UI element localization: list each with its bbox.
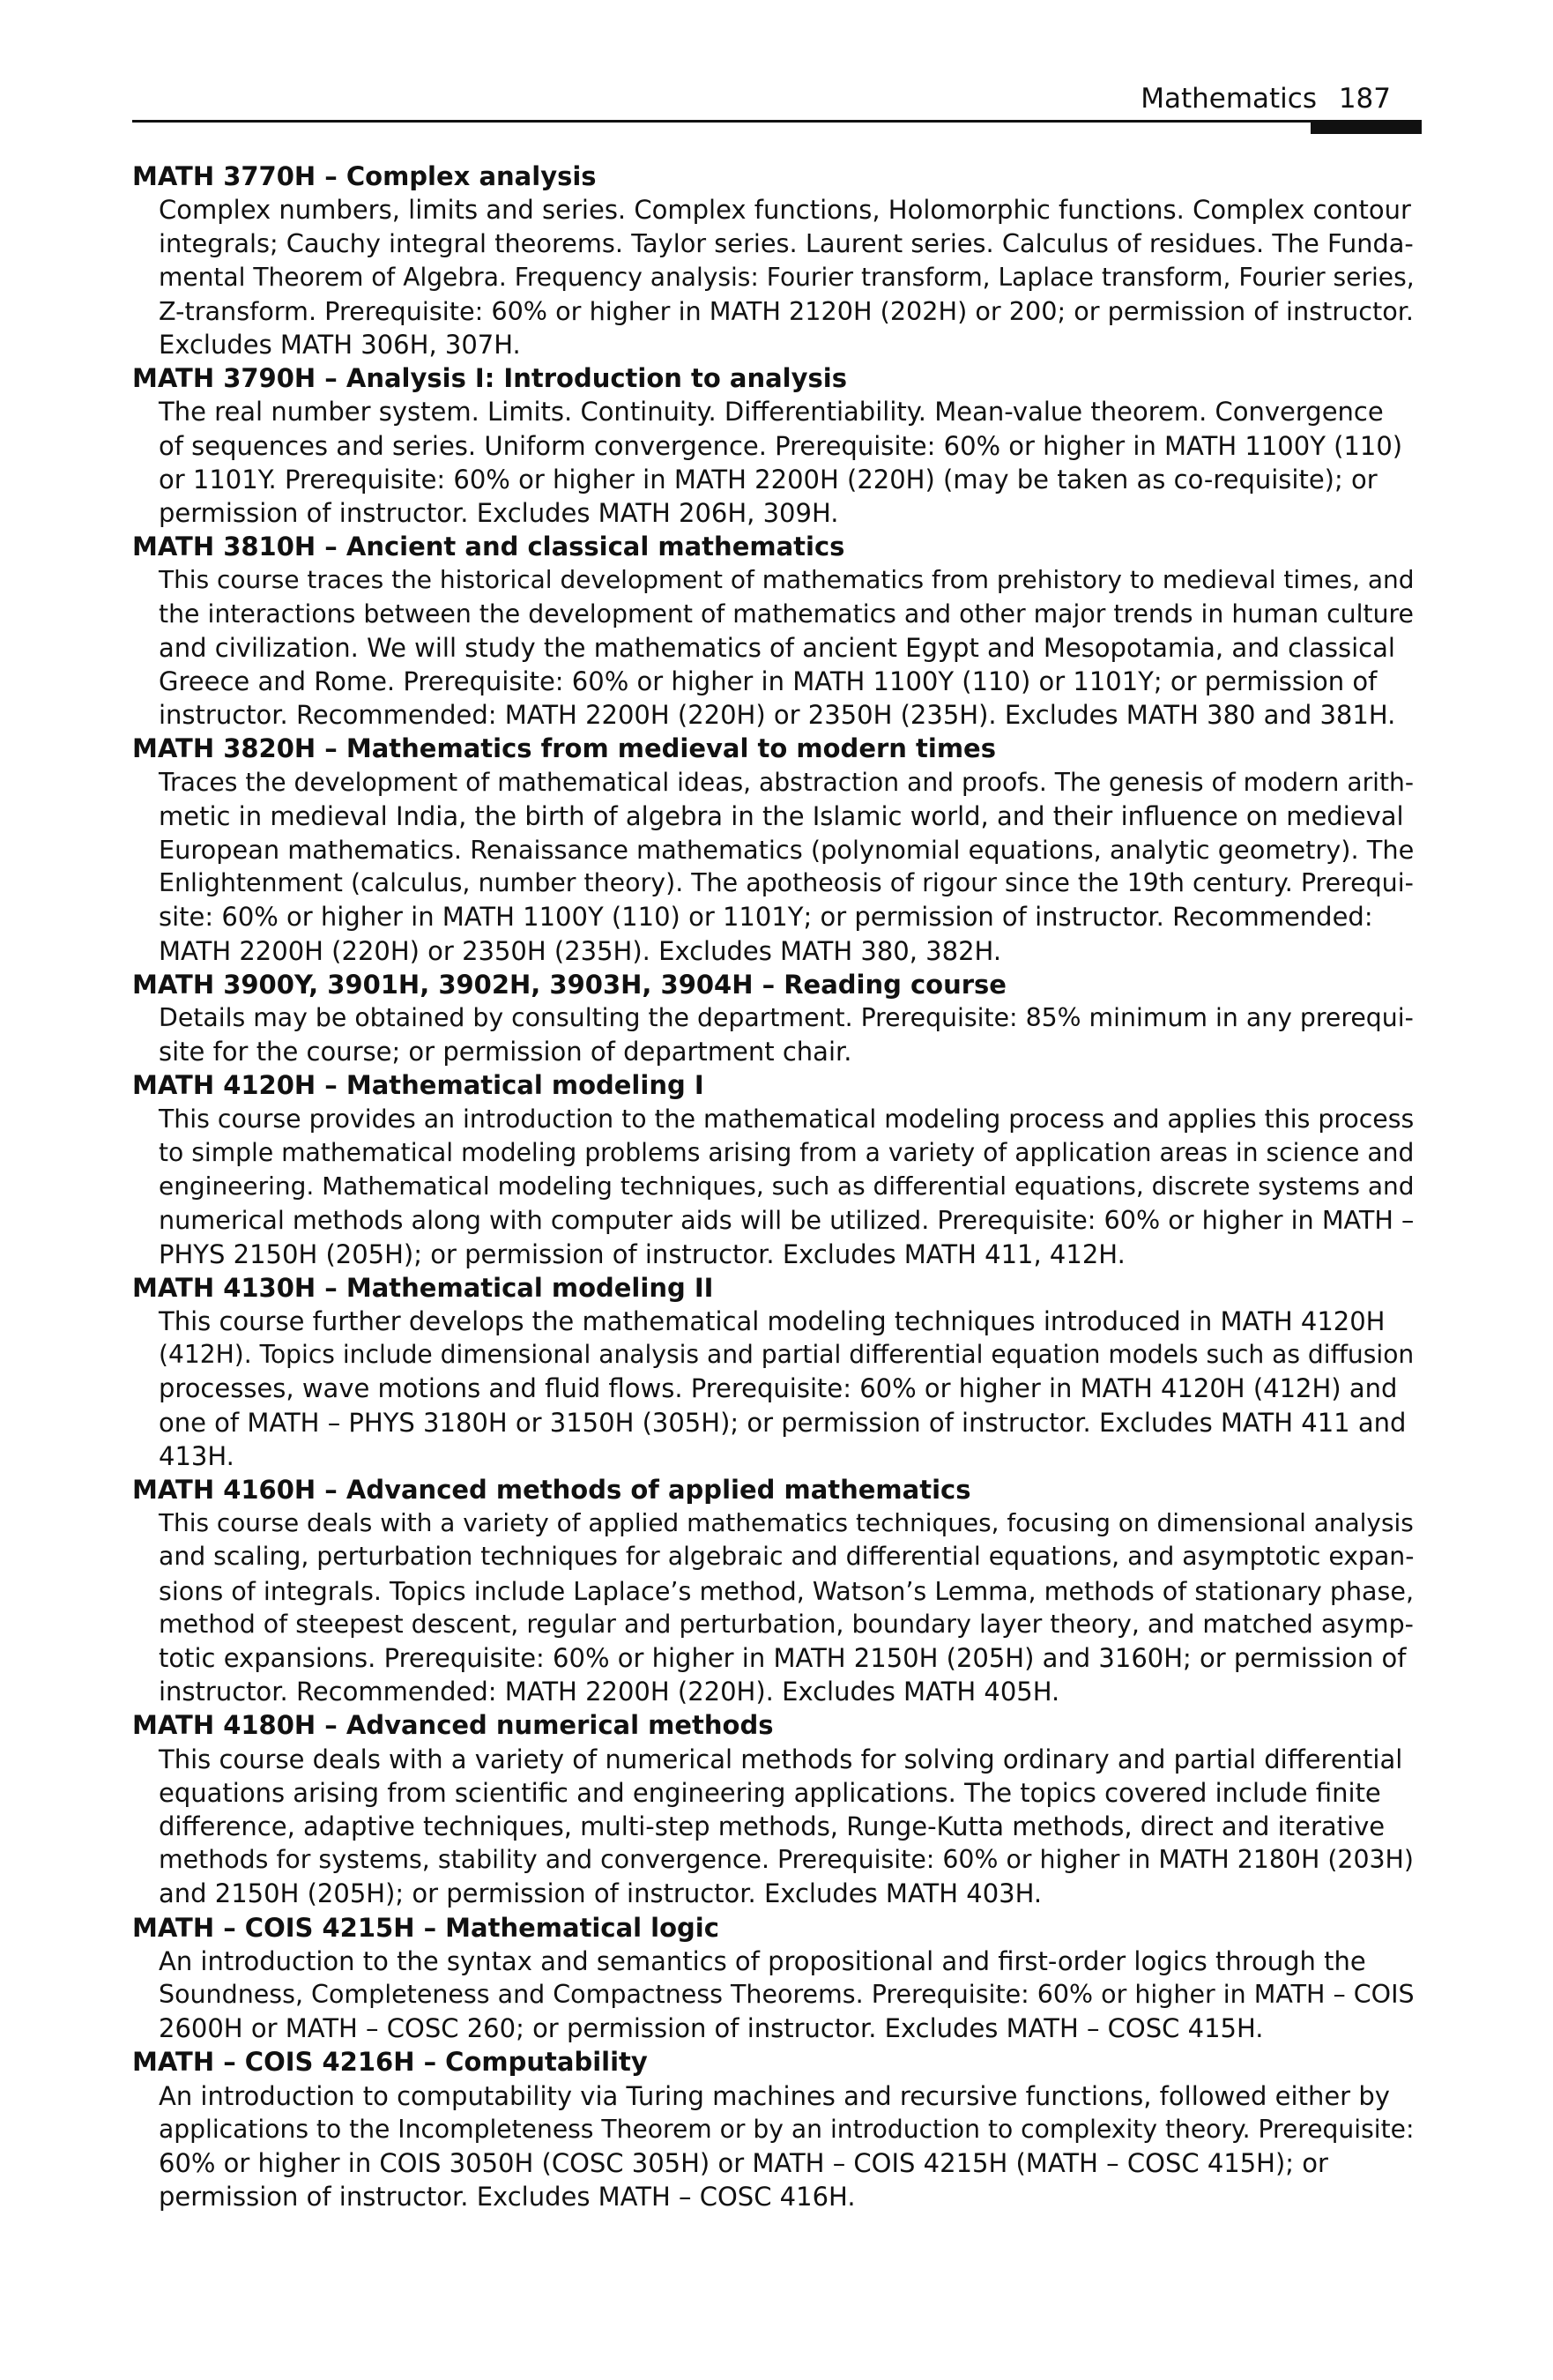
description-line: This course deals with a variety of applied mathematics techniques, focusing on dimensional analysis [159,1508,1414,1538]
section-title: Mathematics [1141,83,1317,115]
course-title: MATH 3810H – Ancient and classical mathematics [132,532,845,562]
course-entry [132,160,1421,361]
course-description [159,2079,1421,2214]
course-entry [132,732,1421,967]
description-line: 60% or higher in COIS 3050H (COSC 305H) or MATH – COIS 4215H (MATH – COSC 415H); or [159,2147,1328,2178]
description-line: mental Theorem of Algebra. Frequency analysis: Fourier transform, Laplace transform, Fourier series, [159,262,1415,292]
course-description [159,1506,1421,1708]
description-line: of sequences and series. Uniform convergence. Prerequisite: 60% or higher in MATH 1100Y (110) [159,430,1403,461]
description-line: equations arising from scientific and engineering applications. The topics covered include finite [159,1777,1381,1808]
course-description [159,193,1421,361]
course-title: MATH 3790H – Analysis I: Introduction to analysis [132,363,847,394]
header-rule-tab [1311,120,1422,134]
course-entry [132,1911,1421,2046]
description-line: An introduction to computability via Turing machines and recursive functions, followed either by [159,2080,1390,2111]
description-line: European mathematics. Renaissance mathematics (polynomial equations, analytic geometry). The [159,835,1415,866]
description-line: permission of instructor. Excludes MATH 206H, 309H. [159,498,839,529]
course-title: MATH 4160H – Advanced methods of applied mathematics [132,1474,971,1505]
course-title: MATH 4130H – Mathematical modeling II [132,1272,714,1303]
description-line: metic in medieval India, the birth of algebra in the Islamic world, and their influence on medieval [159,800,1404,831]
description-line: method of steepest descent, regular and perturbation, boundary layer theory, and matched asymp- [159,1609,1414,1639]
course-catalog [132,160,1421,2213]
description-line: This course deals with a variety of numerical methods for solving ordinary and partial differential [159,1744,1403,1774]
description-line: The real number system. Limits. Continuity. Differentiability. Mean-value theorem. Convergence [159,397,1384,428]
description-line: site: 60% or higher in MATH 1100Y (110) or 1101Y; or permission of instructor. Recommended: [159,902,1373,933]
description-line: permission of instructor. Excludes MATH – COSC 416H. [159,2182,856,2213]
course-entry [132,1708,1421,1910]
course-title: MATH 3900Y, 3901H, 3902H, 3903H, 3904H – Reading course [132,969,1007,1000]
header-rule [132,120,1422,123]
description-line: instructor. Recommended: MATH 2200H (220H) or 2350H (235H). Excludes MATH 380 and 381H. [159,700,1396,731]
description-line: 413H. [159,1440,234,1471]
course-description [159,1945,1421,2046]
course-title: MATH – COIS 4216H – Computability [132,2047,648,2078]
course-entry [132,361,1421,530]
description-line: site for the course; or permission of department chair. [159,1037,852,1067]
course-description [159,1305,1421,1473]
description-line: MATH 2200H (220H) or 2350H (235H). Excludes MATH 380, 382H. [159,935,1002,966]
course-entry [132,968,1421,1069]
description-line: Complex numbers, limits and series. Complex functions, Holomorphic functions. Complex contour [159,195,1411,226]
description-line: An introduction to the syntax and semantics of propositional and first-order logics through the [159,1945,1366,1976]
description-line: or 1101Y. Prerequisite: 60% or higher in MATH 2200H (220H) (may be taken as co-requisite); or [159,464,1378,495]
course-title: MATH 4120H – Mathematical modeling I [132,1070,704,1101]
course-description [159,395,1421,530]
running-header [132,81,1421,122]
description-line: difference, adaptive techniques, multi-step methods, Runge-Kutta methods, direct and iterative [159,1811,1386,1841]
description-line: and civilization. We will study the mathematics of ancient Egypt and Mesopotamia, and classical [159,632,1395,663]
description-line: and scaling, perturbation techniques for algebraic and differential equations, and asymptotic expan- [159,1542,1415,1572]
description-line: Enlightenment (calculus, number theory). The apotheosis of rigour since the 19th century. Prerequi- [159,868,1414,898]
course-title: MATH 3820H – Mathematics from medieval to modern times [132,733,996,764]
course-entry [132,2045,1421,2213]
description-line: This course further develops the mathematical modeling techniques introduced in MATH 4120H [159,1305,1386,1336]
description-line: integrals; Cauchy integral theorems. Taylor series. Laurent series. Calculus of residues. The Funda- [159,228,1414,259]
description-line: processes, wave motions and fluid flows. Prerequisite: 60% or higher in MATH 4120H (412H) and [159,1373,1398,1404]
description-line: (412H). Topics include dimensional analysis and partial differential equation models such as diffusion [159,1340,1415,1370]
description-line: the interactions between the development of mathematics and other major trends in human culture [159,599,1414,628]
description-line: totic expansions. Prerequisite: 60% or higher in MATH 2150H (205H) and 3160H; or permission of [159,1642,1407,1673]
course-entry [132,530,1421,732]
description-line: instructor. Recommended: MATH 2200H (220H). Excludes MATH 405H. [159,1677,1060,1707]
page-number: 187 [1338,83,1391,115]
course-description [159,1001,1421,1068]
description-line: and 2150H (205H); or permission of instructor. Excludes MATH 403H. [159,1878,1043,1909]
course-description [159,563,1421,732]
description-line: numerical methods along with computer aids will be utilized. Prerequisite: 60% or higher in MATH – [159,1205,1415,1236]
description-line: Traces the development of mathematical ideas, abstraction and proofs. The genesis of modern arith- [159,767,1415,797]
course-entry [132,1473,1421,1708]
course-description [159,1743,1421,1911]
description-line: to simple mathematical modeling problems arising from a variety of application areas in science and [159,1137,1415,1167]
course-entry [132,1271,1421,1473]
course-title: MATH 3770H – Complex analysis [132,161,597,191]
course-title: MATH – COIS 4215H – Mathematical logic [132,1912,719,1943]
description-line: engineering. Mathematical modeling techniques, such as differential equations, discrete systems and [159,1171,1415,1201]
description-line: Greece and Rome. Prerequisite: 60% or higher in MATH 1100Y (110) or 1101Y; or permission of [159,666,1378,697]
description-line: Z-transform. Prerequisite: 60% or higher in MATH 2120H (202H) or 200; or permission of instructor. [159,295,1415,326]
description-line: one of MATH – PHYS 3180H or 3150H (305H); or permission of instructor. Excludes MATH 411 and [159,1407,1407,1438]
description-line: Details may be obtained by consulting the department. Prerequisite: 85% minimum in any prerequi- [159,1003,1414,1033]
description-line: Excludes MATH 306H, 307H. [159,330,521,361]
course-entry [132,1068,1421,1270]
course-title: MATH 4180H – Advanced numerical methods [132,1710,774,1741]
description-line: PHYS 2150H (205H); or permission of instructor. Excludes MATH 411, 412H. [159,1238,1126,1269]
description-line: Soundness, Completeness and Compactness Theorems. Prerequisite: 60% or higher in MATH – COIS [159,1979,1415,2009]
description-line: sions of integrals. Topics include Laplace’s method, Watson’s Lemma, methods of stationary phase, [159,1575,1415,1606]
course-description [159,766,1421,968]
description-line: 2600H or MATH – COSC 260; or permission of instructor. Excludes MATH – COSC 415H. [159,2013,1264,2044]
description-line: This course traces the historical development of mathematics from prehistory to medieval times, and [159,565,1415,595]
description-line: methods for systems, stability and convergence. Prerequisite: 60% or higher in MATH 2180H (203H) [159,1845,1414,1875]
course-description [159,1103,1421,1271]
description-line: applications to the Incompleteness Theorem or by an introduction to complexity theory. Prerequisite: [159,2114,1415,2144]
description-line: This course provides an introduction to the mathematical modeling process and applies this process [159,1104,1415,1134]
